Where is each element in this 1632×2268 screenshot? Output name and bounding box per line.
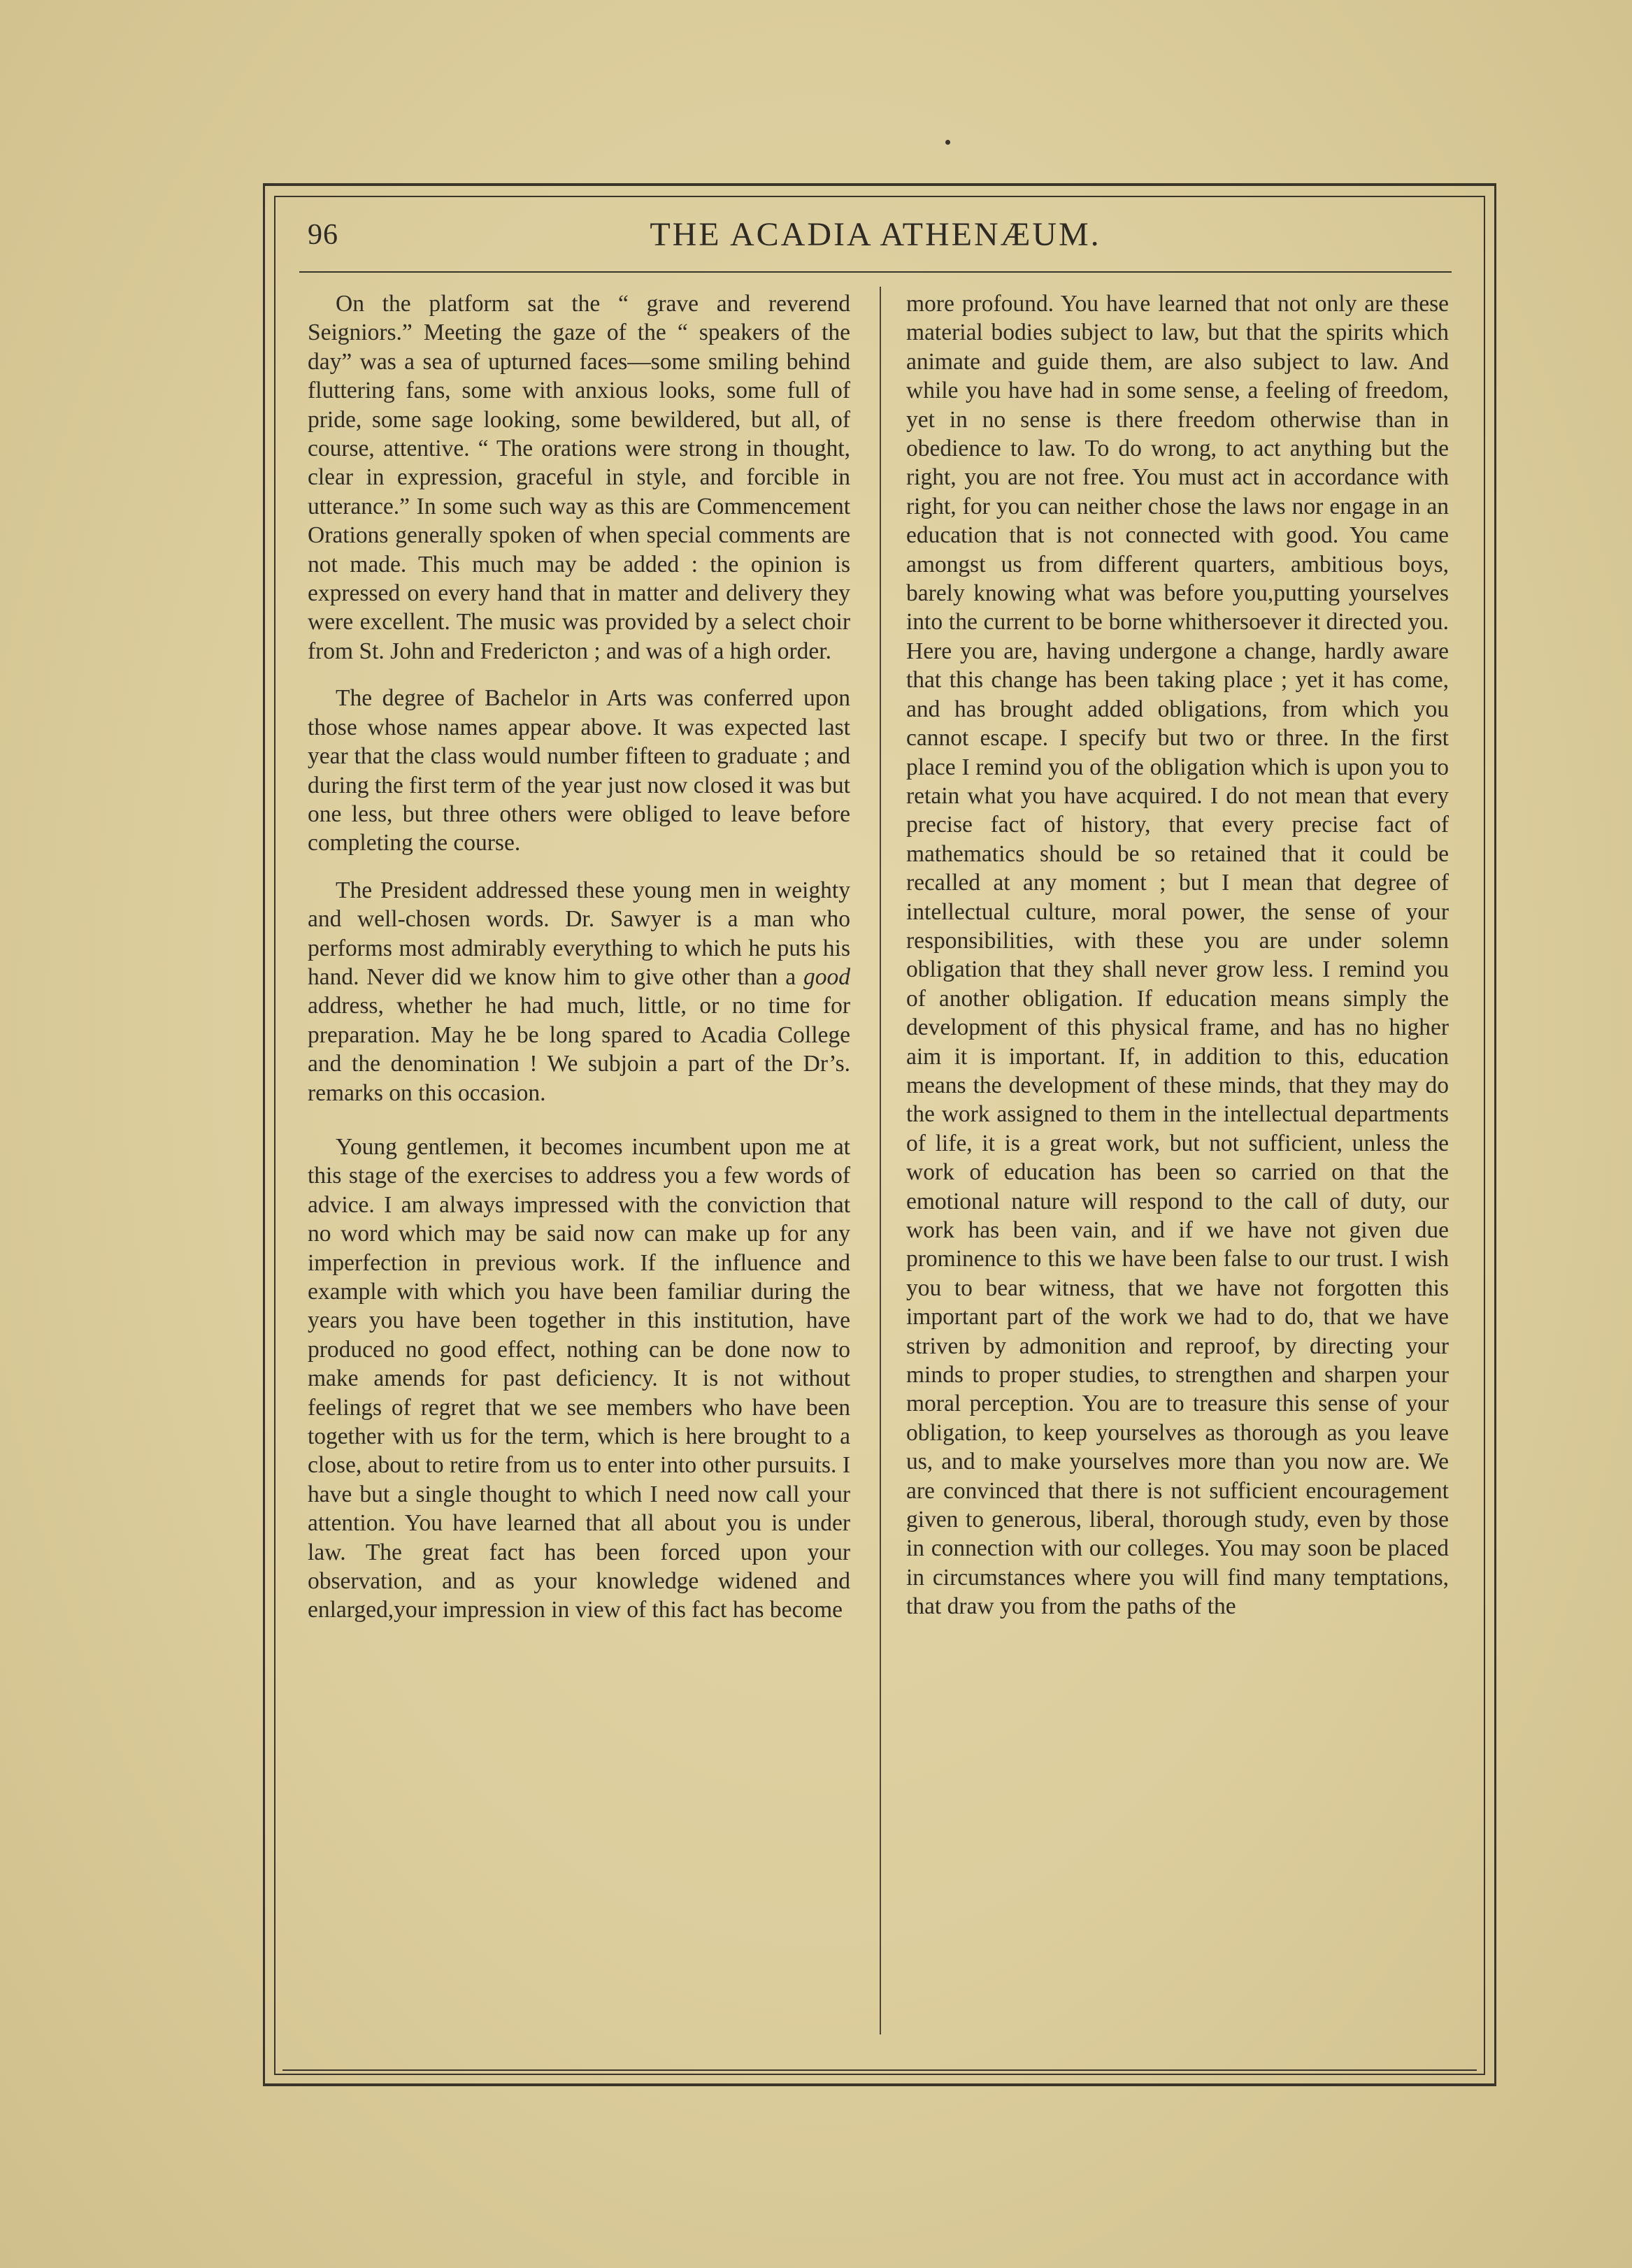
bottom-rule [282,2069,1477,2071]
paragraph-president-end: address, whether he had much, little, or no time for preparation. May he be long spared to Acadia College and the denomination ! We subjoin a part of the Dr’s. remarks on this occasion. [308,993,850,1106]
page-number: 96 [308,219,338,251]
paragraph-address-start: Young gentlemen, it becomes incumbent upon me at this stage of the exercises to address you a few words of advice. I am always impressed with the conviction that no word which may be said now can make up for any imperfection in previous work. If the influence and example with which you have been familiar during the years you have been together in this institution, have produced no good effect, nothing can be done now to make amends for past deficiency. It is not without feelings of regret that we see members who have been together with us for the term, which is here brought to a close, about to retire from us to enter into other pursuits. I have but a single thought to which I need now call your attention. You have learned that all about you is under law. The great fact has been forced upon your observation, and as your knowledge widened and enlarged,your impression in view of this fact has become [308,1133,850,1623]
emphasis-good: good [803,963,850,990]
paragraph-platform: On the platform sat the “ grave and reverend Seigniors.” Meeting the gaze of the “ speakers of the day” was a sea of upturned faces—some smiling behind fluttering fans, some with anxious looks, some full of pride, some sage looking, some bewildered, but all, of course, attentive. “ The orations were strong in thought, clear in expression, graceful in style, and forcible in utterance.” In some such way as this are Commencement Orations generally spoken of when special comments are not made. This much may be added : the opinion is expressed on every hand that in matter and delivery they were excellent. The music was provided by a select choir from St. John and Fredericton ; and was of a high order. [308,291,850,664]
paragraph-president-start: The President addressed these young men in weighty and well-chosen words. Dr. Sawyer is a man who performs most admirably everything to which he puts his hand. Never did we know him to give other than a [308,877,850,990]
page-header [299,210,1452,266]
left-column [308,289,850,2030]
right-column [906,289,1449,2030]
header-rule [299,271,1452,273]
paragraph-address-continued: more profound. You have learned that not only are these material bodies subject to law, but that the spirits which animate and guide them, are also subject to law. And while you have had in some sense, a feeling of freedom, yet in no sense is there freedom otherwise than in obedience to law. To do wrong, to act anything but the right, you are not free. You must act in accordance with right, for you can neither chose the laws nor engage in an education that is not connected with good. You came amongst us from different quarters, ambitious boys, barely knowing what was before you,putting yourselves into the current to be borne whithersoever it directed you. Here you are, having undergone a change, hardly aware that this change has been taking place ; yet it has come, and has brought added obligations, from which you cannot escape. I specify but two or three. In the first place I remind you of the obligation which is upon you to retain what you have acquired. I do not mean that every precise fact of history, that every precise fact of mathematics should be so retained that it could be recalled at any moment ; but I mean that degree of intellectual culture, moral power, the sense of your responsibilities, with these you are under solemn obligation that they shall never grow less. I remind you of another obligation. If education means simply the development of this physical frame, and has no higher aim it is important. If, in addition to this, education means the development of these minds, that they may do the work assigned to them in the intellectual departments of life, it is a great work, but not sufficient, unless the work of education has been so carried on that the emotional nature will respond to the call of duty, our work has been vain, and if we have not given due prominence to this we have been false to our trust. I wish you to bear witness, that we have not forgotten this important part of the work we had to do, that we have striven by admonition and reproof, by directing your minds to proper studies, to strengthen and sharpen your moral perception. You are to treasure this sense of your obligation, to keep yourselves as thorough as you leave us, and to make yourselves more than you now are. We are convinced that there is not sufficient encouragement given to generous, liberal, thorough study, even by those in connection with our colleges. You may soon be placed in circumstances where you will find many temptations, that draw you from the paths of the [906,291,1449,1620]
paragraph-president [308,876,850,1107]
ink-speck [945,140,950,145]
column-divider [880,287,881,2034]
paragraph-degree: The degree of Bachelor in Arts was conferred upon those whose names appear above. It was expected last year that the class would number fifteen to graduate ; and during the first term of the year just now closed it was but one less, but three others were obliged to leave before completing the course. [308,685,850,856]
running-title: THE ACADIA ATHENÆUM. [650,216,1101,253]
